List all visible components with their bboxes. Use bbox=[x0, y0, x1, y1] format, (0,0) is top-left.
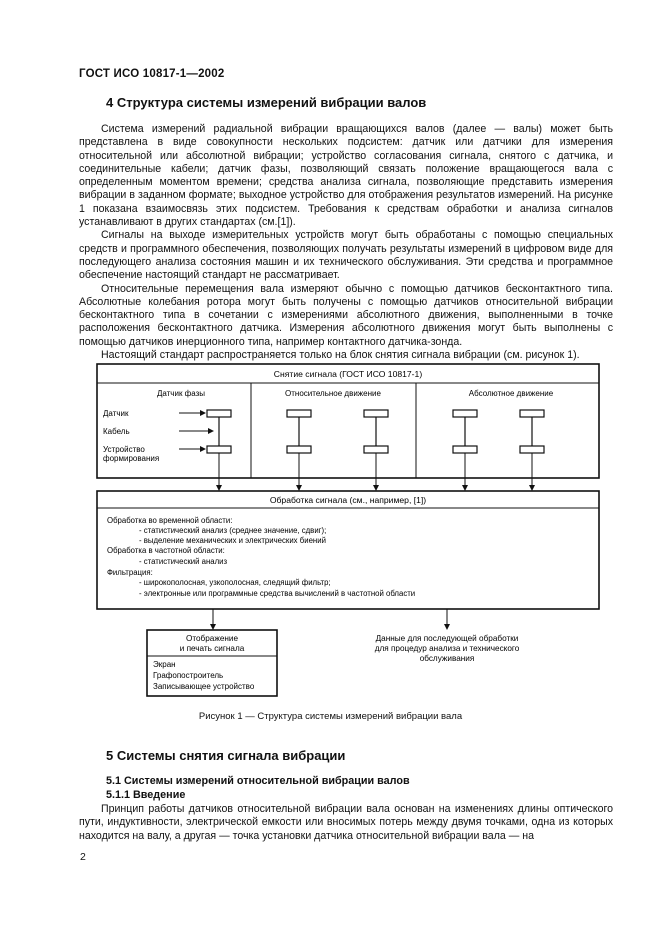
relative-sensor-chain-1 bbox=[287, 410, 311, 453]
row-label-cable: Кабель bbox=[103, 427, 130, 436]
processing-line: - статистический анализ bbox=[139, 557, 228, 566]
signal-processing-title: Обработка сигнала (см., например, [1]) bbox=[269, 495, 427, 505]
processing-line: - статистический анализ (среднее значение, сдвиг); bbox=[139, 526, 327, 535]
processing-line: - выделение механических и электрических биений bbox=[139, 536, 326, 545]
processing-line: Фильтрация: bbox=[107, 568, 153, 577]
data-text-3: обслуживания bbox=[419, 654, 475, 663]
relative-motion-column-title: Относительное движение bbox=[285, 389, 381, 398]
data-text-1: Данные для последующей обработки bbox=[375, 634, 519, 643]
paragraph: Настоящий стандарт распространяется только на блок снятия сигнала вибрации (см. рисунок 1). bbox=[101, 349, 580, 362]
processing-line: Обработка в частотной области: bbox=[107, 546, 225, 555]
section-5-1-1-title: 5.1.1 Введение bbox=[106, 789, 186, 801]
page-number: 2 bbox=[80, 851, 86, 863]
signal-acquisition-box bbox=[97, 364, 599, 478]
processing-line: Обработка во временной области: bbox=[107, 516, 233, 525]
absolute-sensor-chain-1 bbox=[453, 410, 477, 453]
display-item: Экран bbox=[153, 660, 176, 669]
figure-1-diagram bbox=[93, 359, 603, 699]
processing-line: - электронные или программные средства вычислений в частотной области bbox=[139, 589, 416, 598]
processing-line: - широкополосная, узкополосная, следящий фильтр; bbox=[139, 578, 331, 587]
row-label-sensor: Датчик bbox=[103, 409, 129, 418]
section-5-1-title: 5.1 Системы измерений относительной вибрации валов bbox=[106, 775, 410, 787]
display-item: Графопостроитель bbox=[153, 671, 224, 680]
phase-sensor-column-title: Датчик фазы bbox=[156, 389, 206, 398]
signal-acquisition-title: Снятие сигнала (ГОСТ ИСО 10817-1) bbox=[273, 369, 423, 379]
paragraph: Система измерений радиальной вибрации вращающихся валов (далее — валы) может быть представлена в виде совокупности нескольких подсистем: датчик или датчики для измерения относительной или абсолютной вибрации; устройство согласования сигнала, снятого с датчика, и соединительные кабели; датчик фазы, позволяющий связать положение вращающегося вала с определенным моментом времени; средства анализа сигнала, позволяющие представить измерения вибрации в заданном формате; выходное устройство для отображения результатов измерений. На рисунке 1 показана взаимосвязь этих подсистем. Требования к средствам обработки и анализа сигналов устанавливают в других стандартах (см.[1]). bbox=[79, 123, 613, 229]
relative-sensor-chain-2 bbox=[364, 410, 388, 453]
running-title: ГОСТ ИСО 10817-1—2002 bbox=[79, 68, 225, 80]
display-title-2: и печать сигнала bbox=[179, 644, 245, 653]
row-label-conditioner-2: формирования bbox=[103, 454, 160, 463]
section-5-title: 5 Системы снятия сигнала вибрации bbox=[106, 748, 346, 763]
display-item: Записывающее устройство bbox=[153, 682, 255, 691]
paragraph: Относительные перемещения вала измеряют обычно с помощью датчиков бесконтактного типа. Абсолютные колебания ротора могут быть получены с помощью датчиков относительной вибрации бесконтактного типа в сочетании с измерениями абсолютного движения, выполненными в точке расположения бесконтактного датчика. Измерения абсолютного движения могут быть выполнены с помощью датчиков инерционного типа, например контактного датчика-зонда. bbox=[79, 282, 613, 348]
paragraph: Сигналы на выходе измерительных устройств могут быть обработаны с помощью специальных средств и программного обеспечения, позволяющих получать результаты измерений в цифровом виде для последующего анализа состояния машин и их технического обслуживания. Эти средства и программное обеспечение настоящий стандарт не рассматривает. bbox=[79, 229, 613, 282]
absolute-sensor-chain-2 bbox=[520, 410, 544, 453]
section-5-body bbox=[79, 803, 613, 843]
row-label-conditioner-1: Устройство bbox=[103, 445, 145, 454]
paragraph: Принцип работы датчиков относительной вибрации вала основан на изменениях длины оптического пути, индуктивности, электрической емкости или вносимых потерь между двумя точками, одна из которых находится на валу, а другая — точка установки датчика относительной вибрации вала — на bbox=[79, 803, 613, 842]
section-4-body bbox=[79, 123, 613, 362]
absolute-motion-column-title: Абсолютное движение bbox=[468, 389, 554, 398]
section-4-title: 4 Структура системы измерений вибрации валов bbox=[106, 95, 427, 110]
figure-caption: Рисунок 1 — Структура системы измерений вибрации вала bbox=[198, 711, 463, 722]
data-text-2: для процедур анализа и технического bbox=[374, 644, 520, 653]
display-title-1: Отображение bbox=[185, 634, 239, 643]
